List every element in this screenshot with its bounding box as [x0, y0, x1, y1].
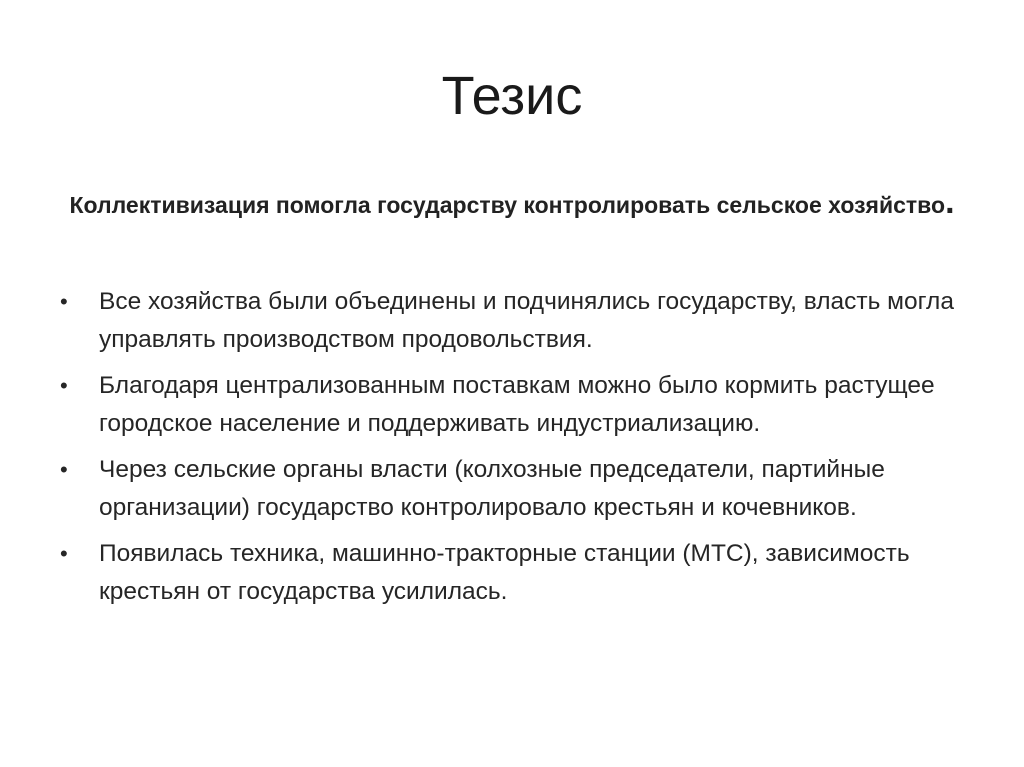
thesis-text: Коллективизация помогла государству контролировать сельское хозяйство — [69, 192, 946, 218]
bullet-marker: • — [60, 289, 68, 314]
bullet-item — [60, 535, 980, 611]
bullet-item — [60, 451, 980, 527]
bullet-item — [60, 367, 980, 443]
bullet-list — [60, 283, 980, 619]
thesis-statement — [50, 182, 974, 228]
bullet-marker: • — [60, 373, 68, 398]
bullet-text: Благодаря централизованным поставкам можно было кормить растущее городское население и поддерживать индустриализацию. — [99, 372, 935, 437]
bullet-marker: • — [60, 541, 68, 566]
bullet-item — [60, 283, 980, 359]
bullet-text: Все хозяйства были объединены и подчинялись государству, власть могла управлять производством продовольствия. — [99, 288, 954, 353]
bullet-text: Через сельские органы власти (колхозные председатели, партийные организации) государство контролировало крестьян и кочевников. — [99, 456, 885, 521]
bullet-marker: • — [60, 457, 68, 482]
thesis-period: . — [945, 183, 955, 221]
bullet-text: Появилась техника, машинно-тракторные станции (МТС), зависимость крестьян от государства усилилась. — [99, 540, 910, 605]
slide-title: Тезис — [441, 66, 583, 126]
